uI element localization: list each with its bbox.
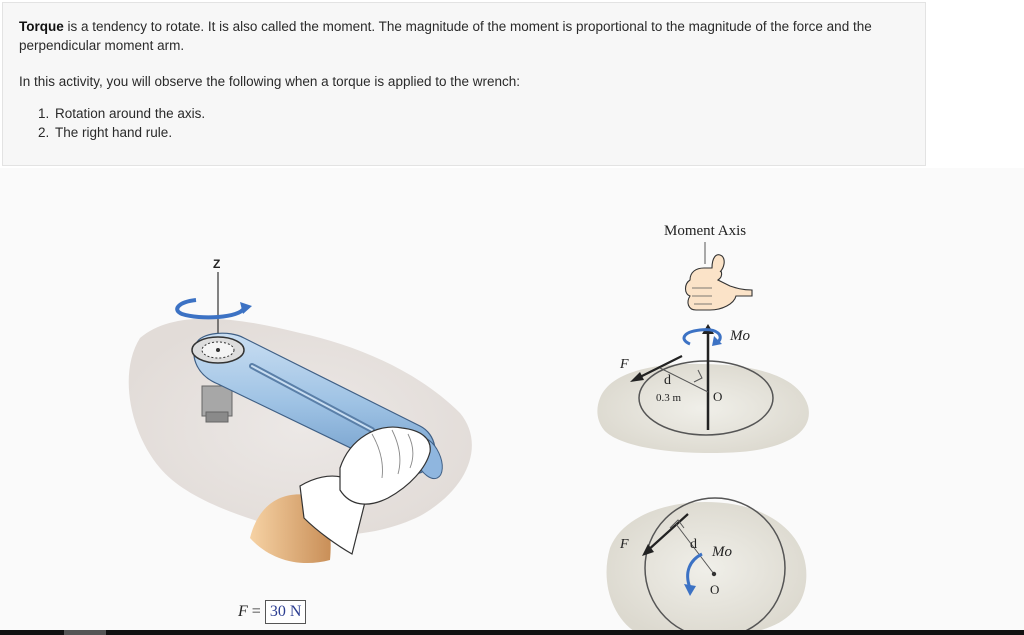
ground-patch-top: [597, 364, 809, 453]
list-item: 2. The right hand rule.: [53, 123, 909, 142]
force-value-field[interactable]: 30 N: [265, 600, 307, 624]
thumbs-up-hand-icon: [686, 255, 753, 310]
force-readout: [238, 600, 306, 624]
force-label-bottom: F: [620, 537, 629, 552]
force-label-top: F: [620, 357, 629, 372]
moment-label-top: Mo: [730, 328, 750, 344]
torque-term: Torque: [19, 19, 64, 34]
intro-paragraph-1-text: is a tendency to rotate. It is also called the moment. The magnitude of the moment is proportional to the magnitude of the force and the perpendicular moment arm.: [19, 19, 872, 53]
intro-panel: [2, 2, 926, 166]
origin-label-bottom: O: [710, 582, 720, 597]
intro-paragraph-1: [19, 17, 909, 55]
arm-label-top: d: [664, 373, 671, 388]
activity-list: [19, 104, 909, 142]
top-moment-diagram: [597, 223, 809, 453]
bottom-moment-diagram: [607, 498, 807, 635]
intro-paragraph-2: In this activity, you will observe the following when a torque is applied to the wrench:: [19, 74, 521, 89]
moment-axis-title: Moment Axis: [664, 223, 747, 239]
arm-value-top: 0.3 m: [656, 392, 682, 404]
list-item: 1. Rotation around the axis.: [53, 104, 909, 123]
simulation-stage: [0, 168, 1024, 635]
wrench-figure: [129, 257, 472, 563]
ground-patch-bottom: [607, 502, 807, 635]
force-symbol: F: [238, 603, 248, 620]
z-axis-label: Z: [213, 257, 221, 271]
bottom-bar: [0, 630, 1024, 635]
moment-label-bottom: Mo: [712, 544, 732, 560]
bottom-bar-segment: [64, 630, 106, 635]
rotation-arrow: [177, 300, 244, 317]
origin-label-top: O: [713, 389, 723, 404]
force-equals: =: [251, 603, 261, 620]
simulation-canvas: [0, 168, 1024, 635]
arm-label-bottom: d: [690, 537, 697, 552]
